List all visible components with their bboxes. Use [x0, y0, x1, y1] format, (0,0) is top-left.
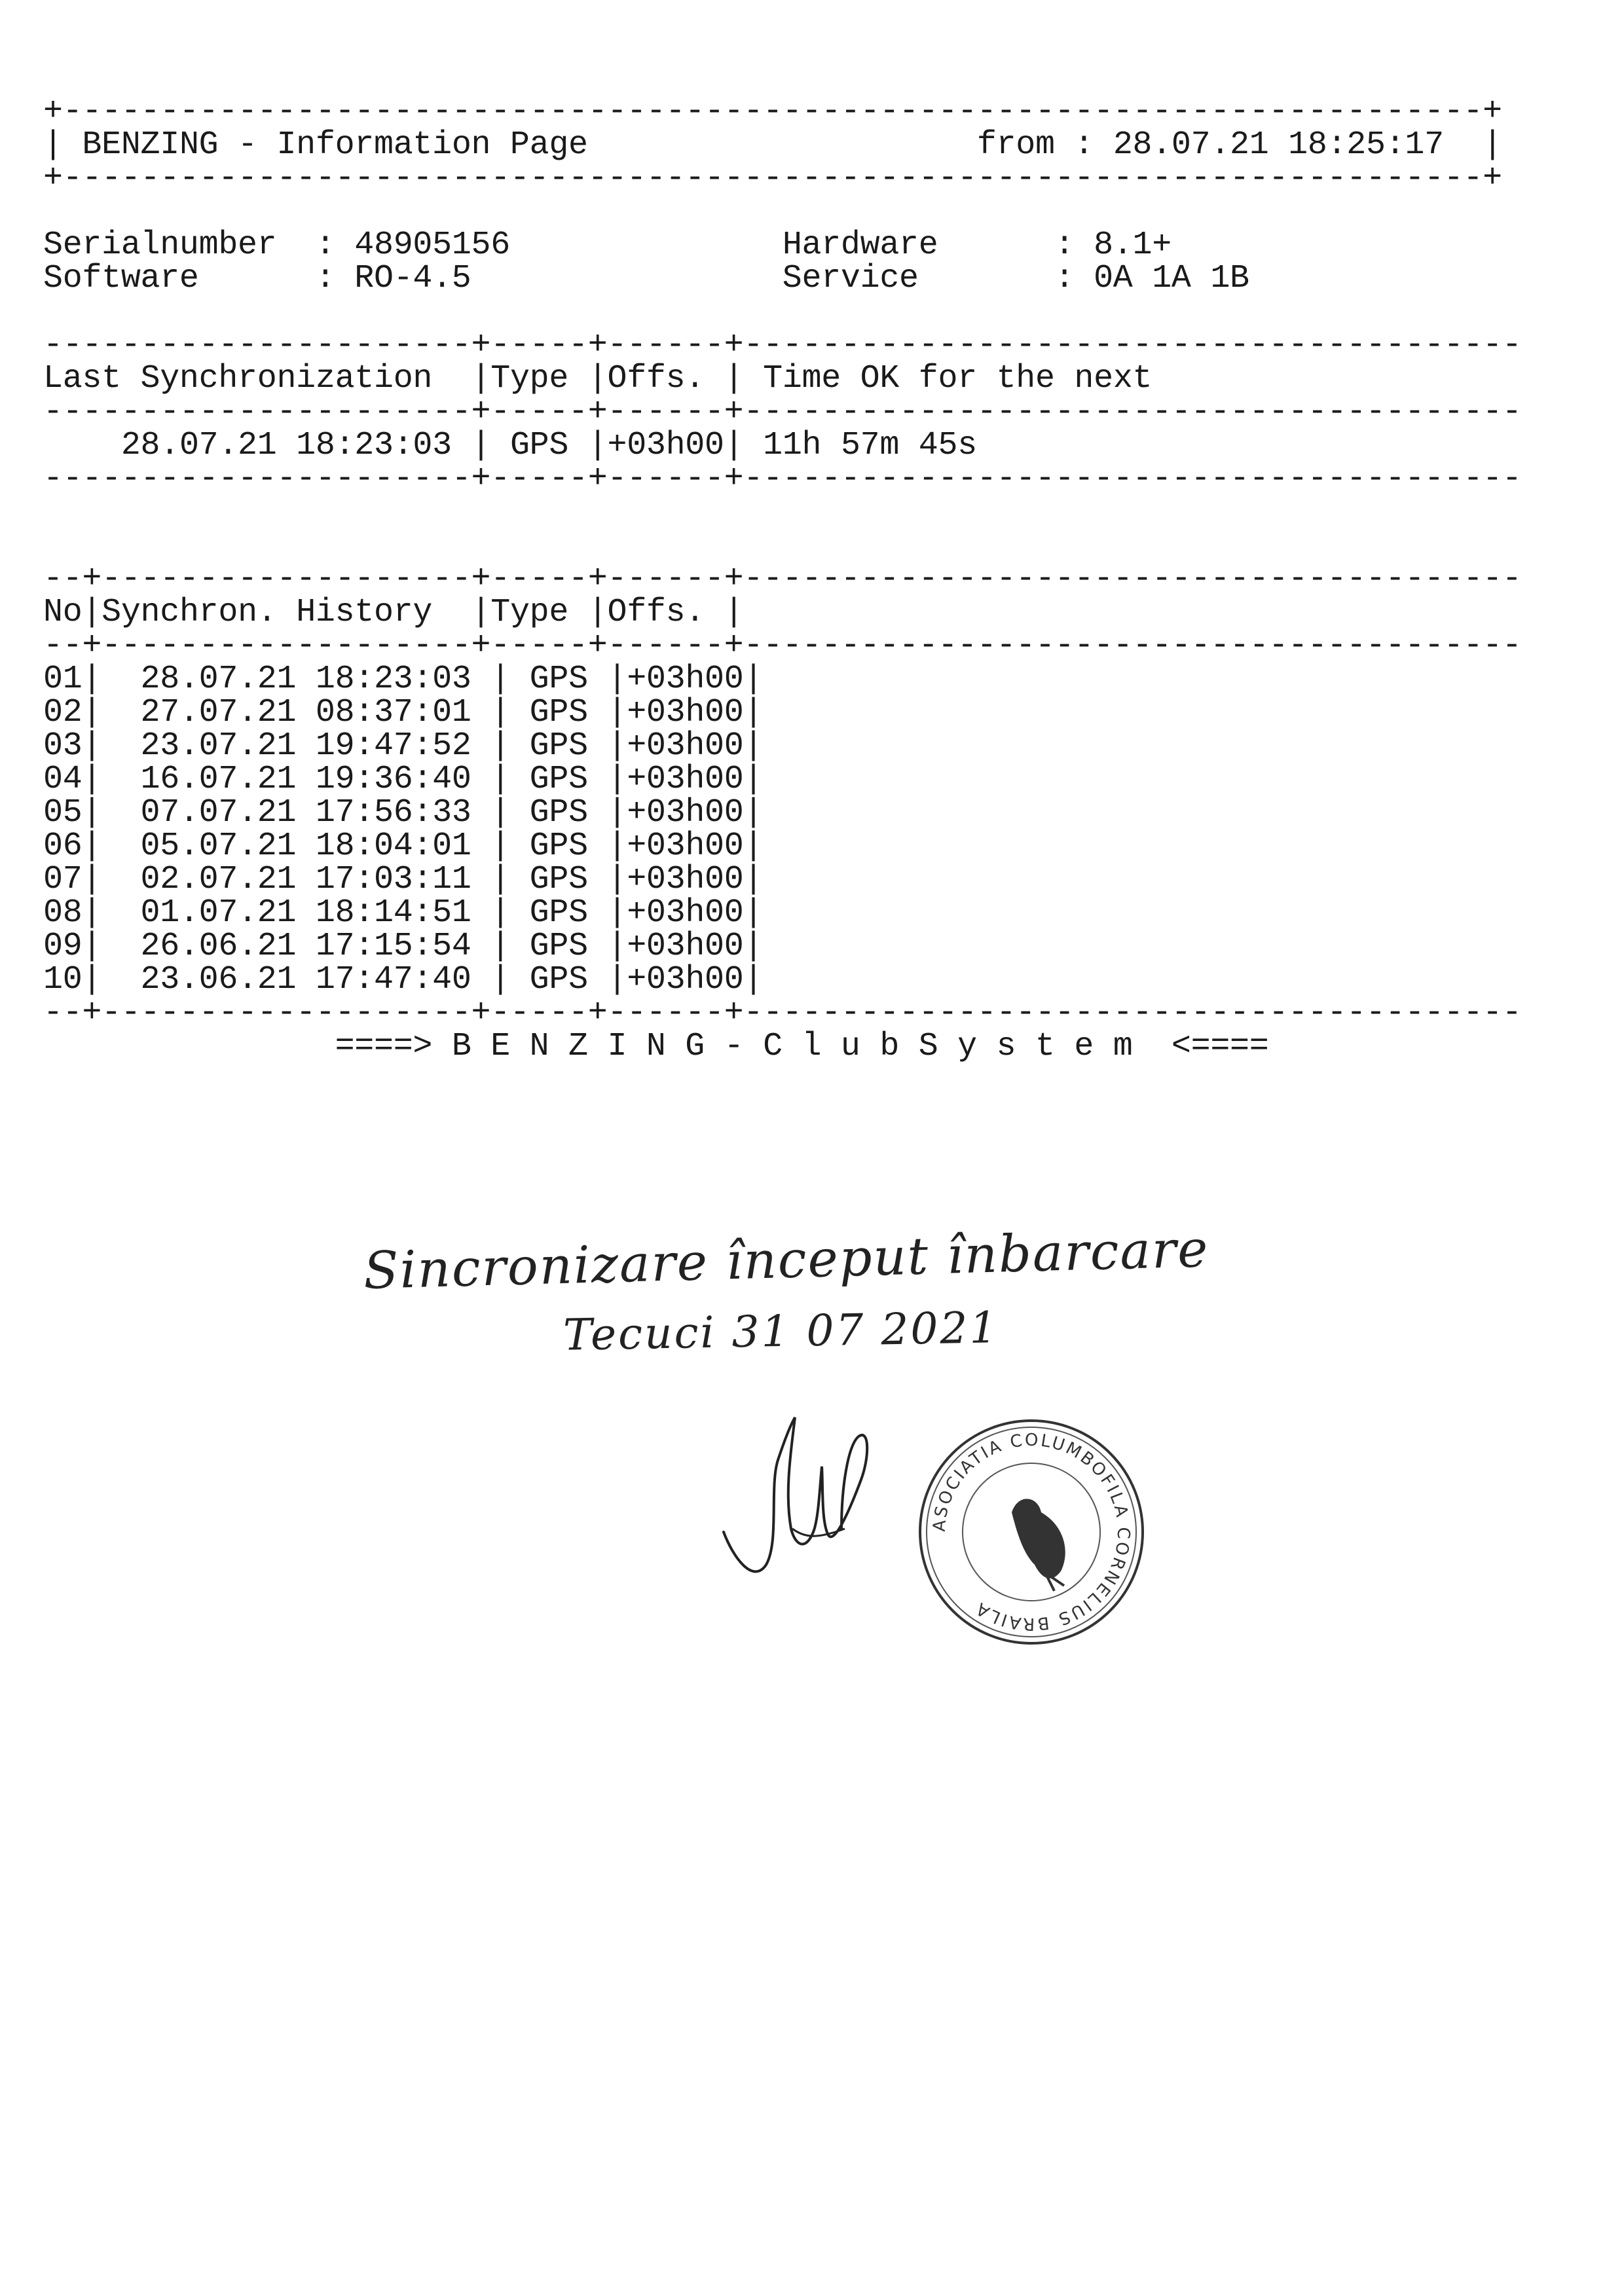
hardware-label: Hardware — [782, 227, 938, 264]
table-row: 02| 27.07.21 08:37:01 | GPS |+03h00| — [43, 694, 764, 731]
hardware-value: 8.1+ — [1094, 227, 1172, 264]
col-type: Type — [490, 594, 569, 631]
software-label: Software — [43, 260, 199, 297]
table-row: 04| 16.07.21 19:36:40 | GPS |+03h00| — [43, 761, 764, 798]
col-type: Type — [490, 360, 569, 397]
info-row-2: Software : RO-4.5 Service : 0A 1A 1B — [43, 260, 1249, 297]
table-row: 09| 26.06.21 17:15:54 | GPS |+03h00| — [43, 928, 764, 965]
software-value: RO-4.5 — [354, 260, 471, 297]
service-value: 0A 1A 1B — [1094, 260, 1249, 297]
table-row: 06| 05.07.21 18:04:01 | GPS |+03h00| — [43, 828, 764, 865]
last-sync-offs: +03h00 — [607, 427, 724, 464]
info-row-1: Serialnumber : 48905156 Hardware : 8.1+ — [43, 227, 1172, 264]
header-bottom-border: +-------------------------------------------------------------------------+ — [43, 160, 1502, 197]
table-row: 01| 28.07.21 18:23:03 | GPS |+03h00| — [43, 661, 764, 698]
handwritten-note-line-2: Tecuci 31 07 2021 — [563, 1302, 999, 1360]
serial-value: 48905156 — [354, 227, 510, 264]
signature-icon — [714, 1388, 877, 1584]
last-sync-top-border: ----------------------+-----+------+---------------------------------------- — [43, 327, 1522, 364]
col-offs: Offs. — [607, 360, 705, 397]
time-ok-value: 11h 57m 45s — [763, 427, 977, 464]
history-bottom-border: --+-------------------+-----+------+---------------------------------------- — [43, 994, 1522, 1032]
table-row: 05| 07.07.21 17:56:33 | GPS |+03h00| — [43, 794, 764, 831]
svg-text:ASOCIATIA COLUMBOFILA CORNELIU: ASOCIATIA COLUMBOFILA CORNELIUS BRAILA — [929, 1430, 1134, 1634]
table-row: 10| 23.06.21 17:47:40 | GPS |+03h00| — [43, 961, 764, 998]
serial-label: Serialnumber — [43, 227, 277, 264]
handwritten-note-line-1: Sincronizare început înbarcare — [363, 1220, 1210, 1301]
col-last-sync: Last Synchronization — [43, 360, 433, 397]
last-sync-mid-border: ----------------------+-----+------+---------------------------------------- — [43, 393, 1522, 431]
service-label: Service — [782, 260, 919, 297]
header-row: | BENZING - Information Page from : 28.07.21 18:25:17 | — [43, 126, 1502, 164]
history-header-row: No|Synchron. History |Type |Offs. | — [43, 594, 744, 631]
last-sync-row: 28.07.21 18:23:03 | GPS |+03h00| 11h 57m 45s — [120, 427, 977, 464]
page-title: BENZING - Information Page — [82, 126, 588, 164]
from-datetime: 28.07.21 18:25:17 — [1113, 126, 1444, 164]
footer-brand: B E N Z I N G - C l u b S y s t e m — [451, 1028, 1133, 1065]
last-sync-type: GPS — [509, 427, 569, 464]
from-label: from : — [976, 126, 1094, 164]
col-history: Synchron. History — [101, 594, 433, 631]
footer-brand-line: ====> B E N Z I N G - C l u b S y s t e m <==== — [335, 1028, 1269, 1065]
history-top-border: --+-------------------+-----+------+---------------------------------------- — [43, 560, 1522, 598]
last-sync-datetime: 28.07.21 18:23:03 — [120, 427, 452, 464]
last-sync-header-row: Last Synchronization |Type |Offs. | Time OK for the next — [43, 360, 1153, 397]
col-no: No — [43, 594, 83, 631]
table-row: 07| 02.07.21 17:03:11 | GPS |+03h00| — [43, 861, 764, 898]
header-top-border: +-------------------------------------------------------------------------+ — [43, 93, 1502, 130]
seal-stamp-icon — [913, 1414, 1149, 1650]
last-sync-bottom-border: ----------------------+-----+------+---------------------------------------- — [43, 460, 1522, 498]
table-row: 03| 23.07.21 19:47:52 | GPS |+03h00| — [43, 727, 764, 765]
table-row: 08| 01.07.21 18:14:51 | GPS |+03h00| — [43, 894, 764, 932]
history-mid-border: --+-------------------+-----+------+---------------------------------------- — [43, 627, 1522, 665]
benzing-printout — [43, 95, 1522, 1063]
col-time-ok: Time OK for the next — [763, 360, 1153, 397]
col-offs: Offs. — [607, 594, 705, 631]
